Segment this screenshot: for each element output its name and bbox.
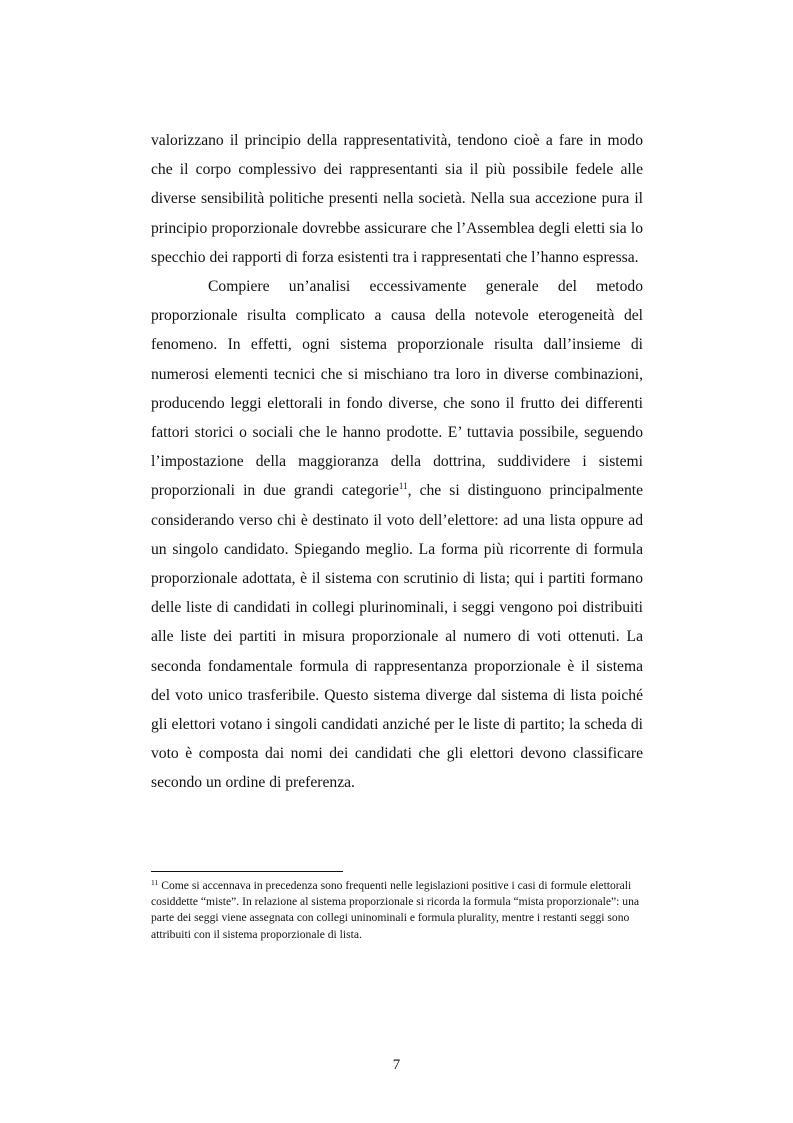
body-paragraph-1: valorizzano il principio della rappresentatività, tendono cioè a fare in modo che il corpo complessivo dei rappresentanti sia il più possibile fedele alle diverse sensibilità politiche presenti nella società. Nella sua accezione pura il principio proporzionale dovrebbe assicurare che l’Assemblea degli eletti sia lo specchio dei rapporti di forza esistenti tra i rappresentati che l’hanno espressa. [151,132,643,266]
paragraph-2-text-end: , che si distinguono principalmente considerando verso chi è destinato il voto dell’elettore: ad una lista oppure ad un singolo candidato. Spiegando meglio. La forma più ricorrente di formula proporzionale adottata, è il sistema con scrutinio di lista; qui i partiti formano delle liste di candidati in collegi plurinominali, i seggi vengono poi distribuiti alle liste dei partiti in misura proporzionale al numero di voti ottenuti. La seconda fondamentale formula di rappresentanza proporzionale è il sistema del voto unico trasferibile. Questo sistema diverge dal sistema di lista poiché gli elettori votano i singoli candidati anziché per le liste di partito; la scheda di voto è composta dai nomi dei candidati che gli elettori devono classificare secondo un ordine di preferenza. [151,482,643,792]
page-body [151,126,643,798]
paragraph-2-text-start: Compiere un’analisi eccessivamente generale del metodo proporzionale risulta complicato a causa della notevole eterogeneità del fenomeno. In effetti, ogni sistema proporzionale risulta dall’insieme di numerosi elementi tecnici che si mischiano tra loro in diverse combinazioni, producendo leggi elettorali in fondo diverse, che sono il frutto dei differenti fattori storici o sociali che le hanno prodotte. E’ tuttavia possibile, seguendo l’impostazione della maggioranza della dottrina, suddividere i sistemi proporzionali in due grandi categorie [151,278,643,500]
footnote-11 [151,878,643,943]
body-paragraph-2 [151,272,643,798]
footnote-reference-11[interactable]: 11 [398,481,408,492]
footnote-text: Come si accennava in precedenza sono frequenti nelle legislazioni positive i casi di formule elettorali cosiddette “miste”. In relazione al sistema proporzionale si ricorda la formula “mista proporzionale”: una parte dei seggi viene assegnata con collegi uninominali e formula plurality, mentre i restanti seggi sono attribuiti con il sistema proporzionale di lista. [151,879,640,941]
footnote-number: 11 [151,878,159,887]
page-number: 7 [392,1057,401,1073]
footnote-separator [151,871,343,872]
